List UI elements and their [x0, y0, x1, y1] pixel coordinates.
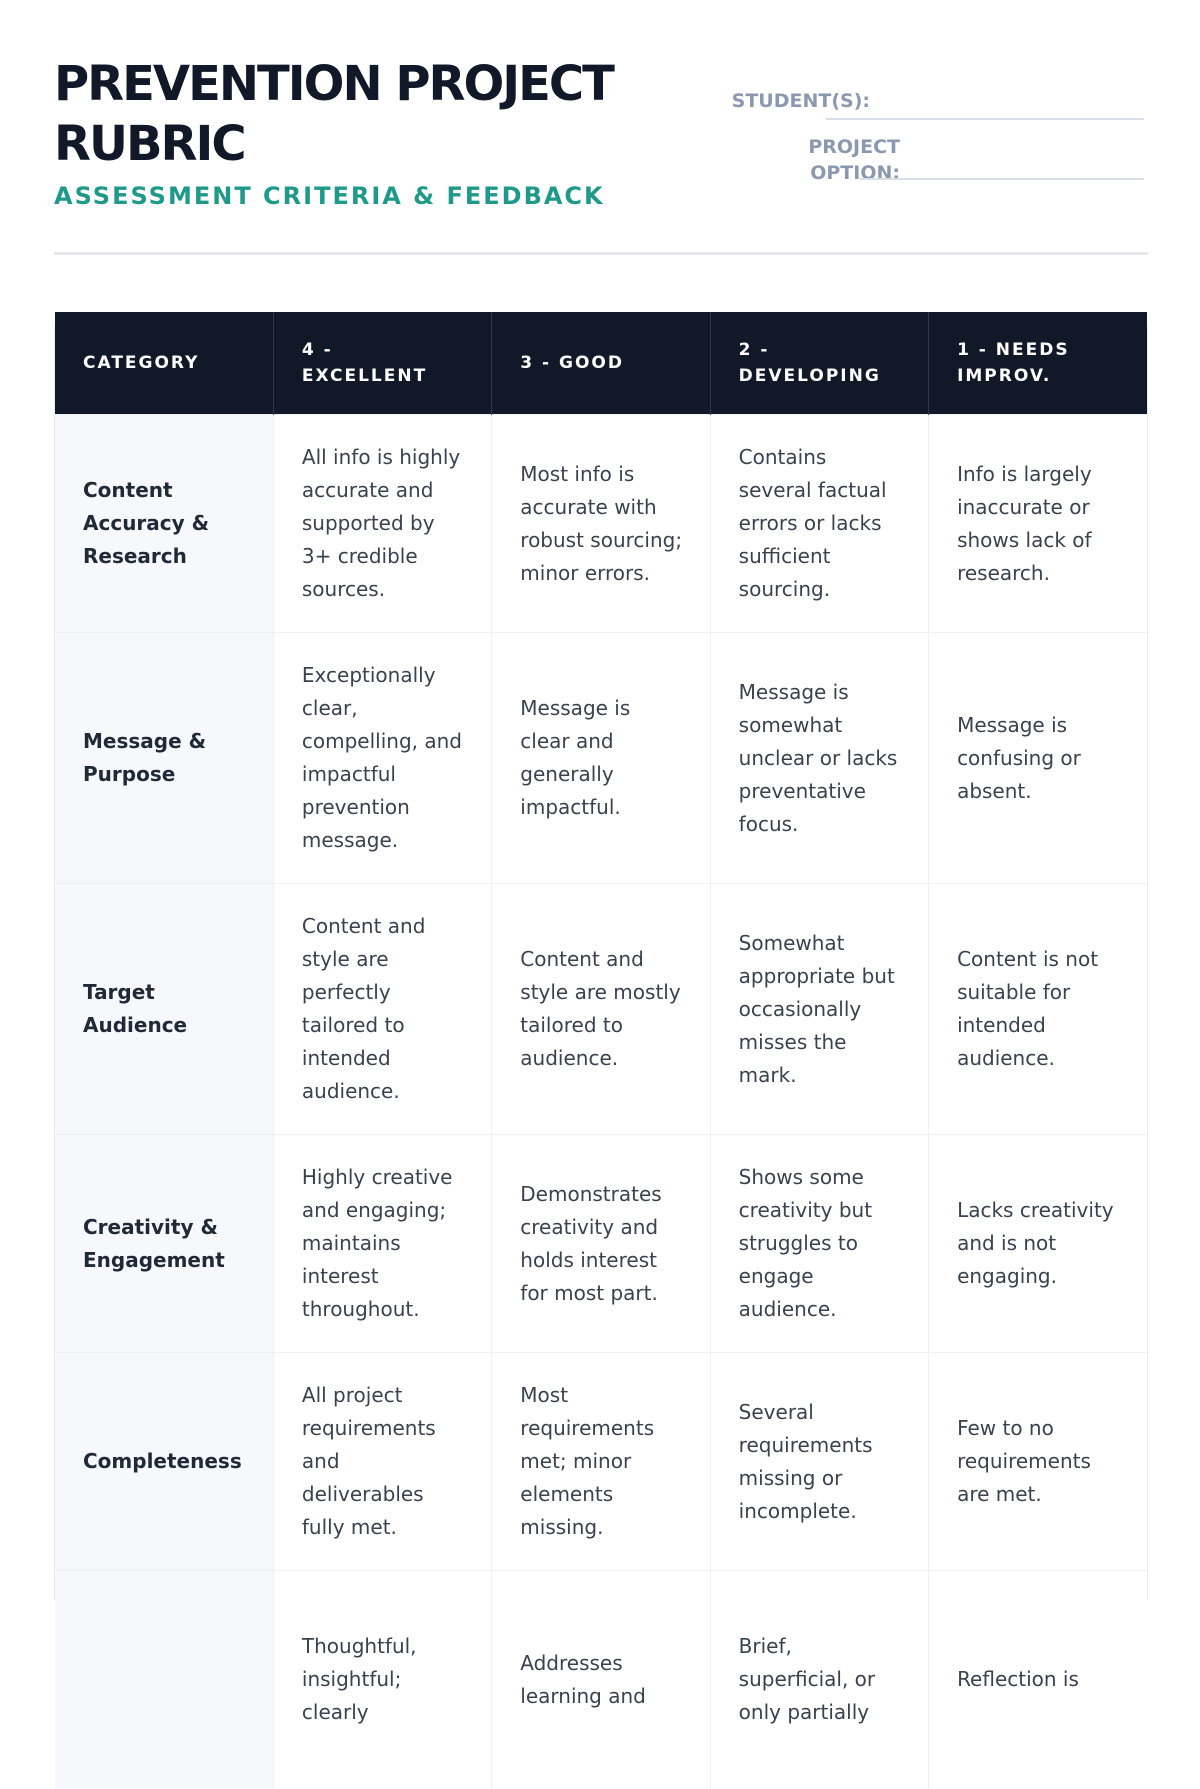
row-category: Message & Purpose: [55, 633, 273, 884]
criteria-cell: Most requirements met; minor elements missing.: [492, 1353, 710, 1571]
criteria-cell: Contains several factual errors or lacks sufficient sourcing.: [710, 415, 928, 633]
table-row: [55, 1135, 1147, 1353]
criteria-cell: Most info is accurate with robust sourcing; minor errors.: [492, 415, 710, 633]
criteria-cell: Highly creative and engaging; maintains interest throughout.: [273, 1135, 491, 1353]
project-option-field-label: PROJECT OPTION:: [808, 136, 900, 184]
row-category: Completeness: [55, 1353, 273, 1571]
column-header-developing: 2 - DEVELOPING: [710, 312, 928, 415]
criteria-cell: Demonstrates creativity and holds interest for most part.: [492, 1135, 710, 1353]
criteria-cell: Message is somewhat unclear or lacks preventative focus.: [710, 633, 928, 884]
table-header-row: [55, 312, 1147, 415]
criteria-cell: Message is confusing or absent.: [929, 633, 1147, 884]
criteria-cell: Addresses learning and: [492, 1571, 710, 1789]
rubric-table-container: [54, 312, 1148, 1725]
column-header-excellent: 4 - EXCELLENT: [273, 312, 491, 415]
criteria-cell: Thoughtful, insightful; clearly: [273, 1571, 491, 1789]
criteria-cell: Brief, superficial, or only partially: [710, 1571, 928, 1789]
row-category: Target Audience: [55, 884, 273, 1135]
row-category: [55, 1571, 273, 1789]
criteria-cell: Content and style are mostly tailored to audience.: [492, 884, 710, 1135]
criteria-cell: Info is largely inaccurate or shows lack of research.: [929, 415, 1147, 633]
criteria-cell: All project requirements and deliverables fully met.: [273, 1353, 491, 1571]
table-row: [55, 1353, 1147, 1571]
row-category: Creativity & Engagement: [55, 1135, 273, 1353]
page-title: PREVENTION PROJECT RUBRIC: [54, 56, 613, 172]
header-divider: [54, 252, 1148, 255]
criteria-cell: Exceptionally clear, compelling, and impactful prevention message.: [273, 633, 491, 884]
rubric-table: [55, 312, 1147, 1789]
page-subtitle: ASSESSMENT CRITERIA & FEEDBACK: [54, 182, 605, 210]
student-field-label: STUDENT(S):: [731, 90, 870, 112]
criteria-cell: Reflection is: [929, 1571, 1147, 1789]
criteria-cell: Shows some creativity but struggles to engage audience.: [710, 1135, 928, 1353]
criteria-cell: Content and style are perfectly tailored to intended audience.: [273, 884, 491, 1135]
row-category: Content Accuracy & Research: [55, 415, 273, 633]
page-header: [54, 54, 1148, 214]
criteria-cell: All info is highly accurate and supported by 3+ credible sources.: [273, 415, 491, 633]
column-header-good: 3 - GOOD: [492, 312, 710, 415]
project-option-field-line[interactable]: [860, 178, 1144, 180]
table-row: [55, 415, 1147, 633]
criteria-cell: Few to no requirements are met.: [929, 1353, 1147, 1571]
column-header-needs-improvement: 1 - NEEDS IMPROV.: [929, 312, 1147, 415]
criteria-cell: Message is clear and generally impactful.: [492, 633, 710, 884]
criteria-cell: Somewhat appropriate but occasionally misses the mark.: [710, 884, 928, 1135]
criteria-cell: Content is not suitable for intended audience.: [929, 884, 1147, 1135]
criteria-cell: Several requirements missing or incomplete.: [710, 1353, 928, 1571]
table-row: [55, 1571, 1147, 1789]
column-header-category: CATEGORY: [55, 312, 273, 415]
student-field-line[interactable]: [826, 118, 1144, 120]
table-row: [55, 884, 1147, 1135]
criteria-cell: Lacks creativity and is not engaging.: [929, 1135, 1147, 1353]
table-row: [55, 633, 1147, 884]
